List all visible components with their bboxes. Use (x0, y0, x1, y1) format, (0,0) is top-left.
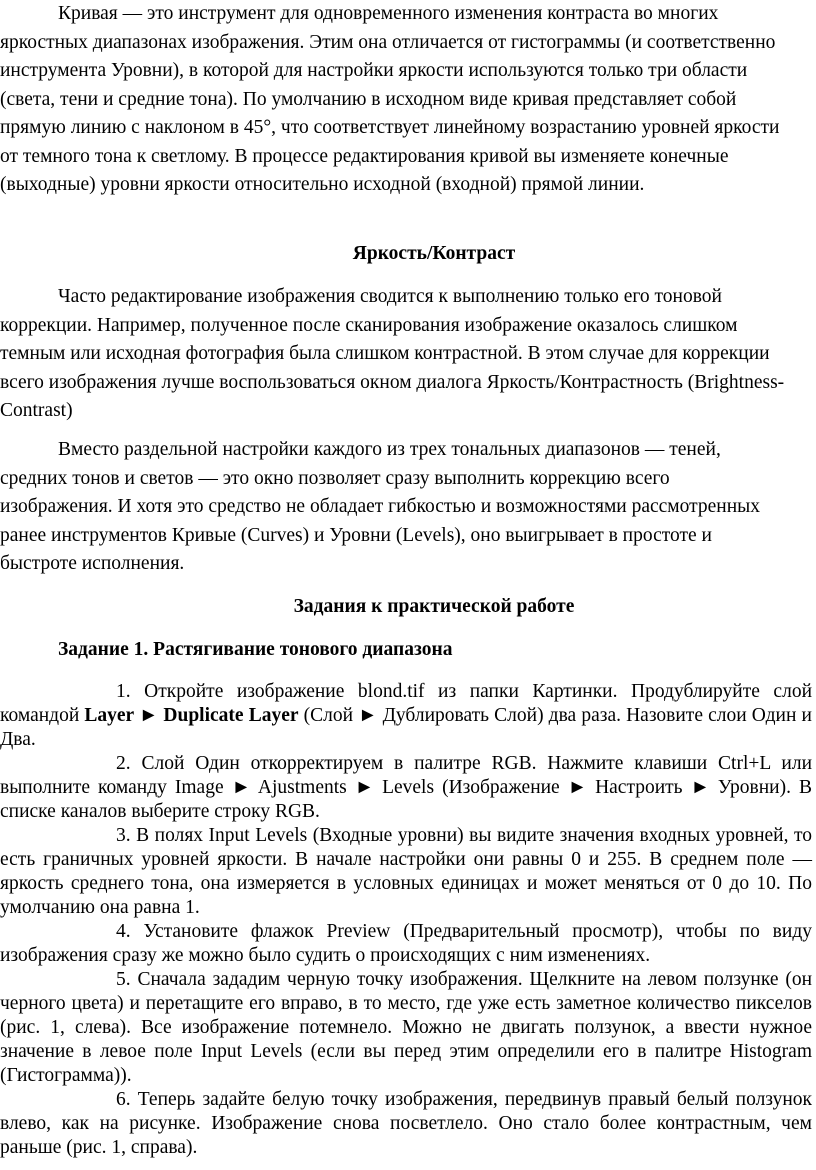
step-4 (0, 920, 812, 968)
step-text: Теперь задайте белую точку изображения, передвинув правый белый ползунок влево, как на рисунке. Изображение снова посветлело. Оно стало более контрастным, чем раньше (рис. 1, справа). (0, 1089, 813, 1158)
step-number: 6. (116, 1089, 131, 1110)
step-text: Откройте изображение blond.tif из папки Картинки. Продублируйте слой командой (0, 681, 812, 726)
step-number: 1. (116, 681, 131, 702)
brightness-paragraph-2: Вместо раздельной настройки каждого из трех тональных диапазонов — теней, средних тонов и светов — это окно позволяет сразу выполнить коррекцию всего изображения. И хотя это средство не обладает гибкостью и возможностями рассмотренных ранее инструментов Кривые (Curves) и Уровни (Levels), оно выигрывает в простоте и быстроте исполнения. (0, 439, 761, 574)
step-text: Сначала зададим черную точку изображения. Щелкните на левом ползунке (он черного цвета) и перетащите его вправо, в то место, где уже есть заметное количество пикселов (рис. 1, слева). Все изображение потемнело. Можно не двигать ползунок, а ввести нужное значение в левое поле Input Levels (если вы перед этим определили его в палитре Histogram (Гистограмма)). (0, 969, 813, 1086)
step-text: (Слой ► Дублировать Слой) два раза. Назовите слои Один и Два. (0, 705, 812, 750)
section-heading-brightness-contrast: Яркость/Контраст (352, 243, 516, 264)
step-2 (0, 752, 812, 824)
task-1-title: Задание 1. Растягивание тонового диапазона (58, 639, 453, 660)
step-1 (0, 680, 812, 752)
step-5 (0, 968, 812, 1088)
step-number: 5. (116, 969, 131, 990)
step-text: Слой Один откорректируем в палитре RGB. Нажмите клавиши Ctrl+L или выполните команду Image ► Ajustments ► Levels (Изображение ► Настроить ► Уровни). В списке каналов выберите строку RGB. (0, 753, 812, 822)
practice-heading: Задания к практической работе (293, 596, 575, 617)
step-text: В полях Input Levels (Входные уровни) вы видите значения входных уровней, то есть граничных уровней яркости. В начале настройки они равны 0 и 255. В среднем поле — яркость среднего тона, она измеряется в условных единицах и может меняться от 0 до 10. По умолчанию она равна 1. (0, 825, 812, 918)
step-text: Установите флажок Preview (Предварительный просмотр), чтобы по виду изображения сразу же можно было судить о происходящих с ним изменениях. (0, 921, 812, 966)
step-6 (0, 1088, 812, 1160)
brightness-paragraph-1: Часто редактирование изображения сводится к выполнению только его тоновой коррекции. Например, полученное после сканирования изображение оказалось слишком темным или исходная фотография была слишком контрастной. В этом случае для коррекции всего изображения лучше воспользоваться окном диалога Яркость/Контрастность (Brightness-Contrast) (0, 286, 785, 421)
curves-intro-paragraph: Кривая — это инструмент для одновременного изменения контраста во многих яркостных диапазонах изображения. Этим она отличается от гистограммы (и соответственно инструмента Уровни), в которой для настройки яркости используются только три области (света, тени и средние тона). По умолчанию в исходном виде кривая представляет собой прямую линию с наклоном в 45°, что соответствует линейному возрастанию уровней яркости от темного тона к светлому. В процессе редактирования кривой вы изменяете конечные (выходные) уровни яркости относительно исходной (входной) прямой линии. (0, 3, 780, 195)
step-number: 4. (116, 921, 131, 942)
step-number: 2. (116, 753, 131, 774)
step-number: 3. (116, 825, 131, 846)
step-3 (0, 824, 812, 920)
step-command: Layer ► Duplicate Layer (84, 705, 299, 726)
